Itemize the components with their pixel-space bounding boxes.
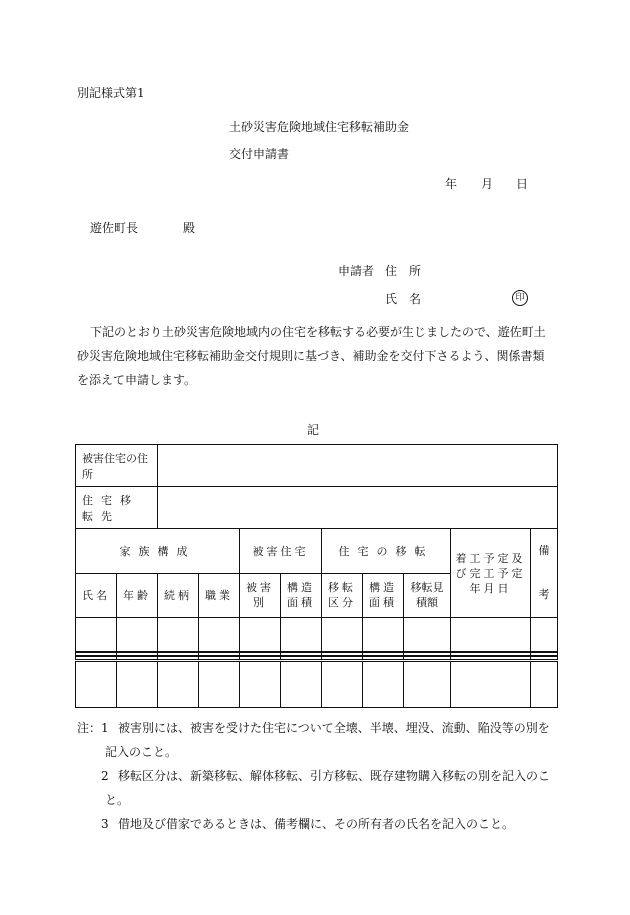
addressee-honorific: 殿 [183,221,196,235]
col-estimate: 移転見積額 [404,573,451,618]
date-day: 日 [516,177,529,191]
data-cell [363,618,404,660]
address-label: 住 所 [385,264,422,278]
data-cell [76,662,117,708]
data-cell [199,618,240,660]
data-cell [531,618,558,660]
col-age: 年齢 [117,573,158,618]
damaged-address-value [158,445,558,487]
data-cell [322,618,363,660]
data-cell [322,662,363,708]
data-cell [117,618,158,660]
wavy-break-top [75,651,557,653]
col-job: 職業 [199,573,240,618]
name-label: 氏 名 [385,292,422,306]
title-line-2: 交付申請書 [229,147,290,161]
relocation-label: 住宅移転先 [76,487,158,529]
data-cell [281,662,322,708]
data-cell [240,662,281,708]
date-year: 年 [445,177,458,191]
note-2-cont: と。 [105,793,130,807]
note-3-num: 3 [101,817,109,831]
seal-mark: 印 [512,290,528,306]
data-cell [117,662,158,708]
wavy-break-bottom [75,655,557,657]
data-cell [281,618,322,660]
damaged-address-label: 被害住宅の住所 [76,445,158,487]
note-3: 借地及び借家であるときは、備考欄に、その所有者の氏名を記入のこと。 [118,817,515,831]
data-cell [158,618,199,660]
addressee-name: 遊佐町長 [90,221,139,235]
col-structure-area-2: 構造面積 [363,573,404,618]
family-header: 家族構成 [76,529,240,574]
note-2: 移転区分は、新築移転、解体移転、引方移転、既存建物購入移転の別を記入のこ [118,769,551,783]
applicant-label: 申請者 [338,264,375,278]
body-paragraph [77,320,555,392]
data-cell [199,662,240,708]
data-cell [404,618,451,660]
remarks-top: 備 [538,544,550,557]
relocation-header: 住宅の移転 [322,529,451,574]
col-relation: 続柄 [158,573,199,618]
data-cell [404,662,451,708]
remarks-header [531,529,558,618]
remarks-bottom: 考 [538,588,550,601]
data-cell [158,662,199,708]
data-cell [451,618,531,660]
application-table [75,444,558,660]
data-cell [451,662,531,708]
data-cell [363,662,404,708]
form-label: 別記様式第1 [77,86,145,100]
col-structure-area: 構造面積 [281,573,322,618]
col-name: 氏名 [76,573,117,618]
date-month: 月 [481,177,494,191]
data-cell [240,618,281,660]
body-text: 下記のとおり土砂災害危険地域内の住宅を移転する必要が生じましたので、遊佐町土砂災害危険地域住宅移転補助金交付規則に基づき、補助金を交付下さるよう、関係書類を添えて申請します。 [77,325,546,387]
schedule-header: 着工予定及び完工予定年月日 [451,529,531,618]
damaged-house-header: 被害住宅 [240,529,322,574]
note-2-num: 2 [101,769,109,783]
ki-heading: 記 [307,423,320,437]
note-1: 被害別には、被害を受けた住宅について全壊、半壊、埋没、流動、陥没等の別を [118,721,550,735]
data-cell [531,662,558,708]
relocation-value [158,487,558,529]
continuation-table [75,661,558,708]
title-line-1: 土砂災害危険地域住宅移転補助金 [229,120,410,134]
note-prefix: 注：1 [77,721,109,735]
note-1-cont: 記入のこと。 [105,745,178,759]
data-cell [76,618,117,660]
col-damage-type: 被害別 [240,573,281,618]
col-move-type: 移転区分 [322,573,363,618]
